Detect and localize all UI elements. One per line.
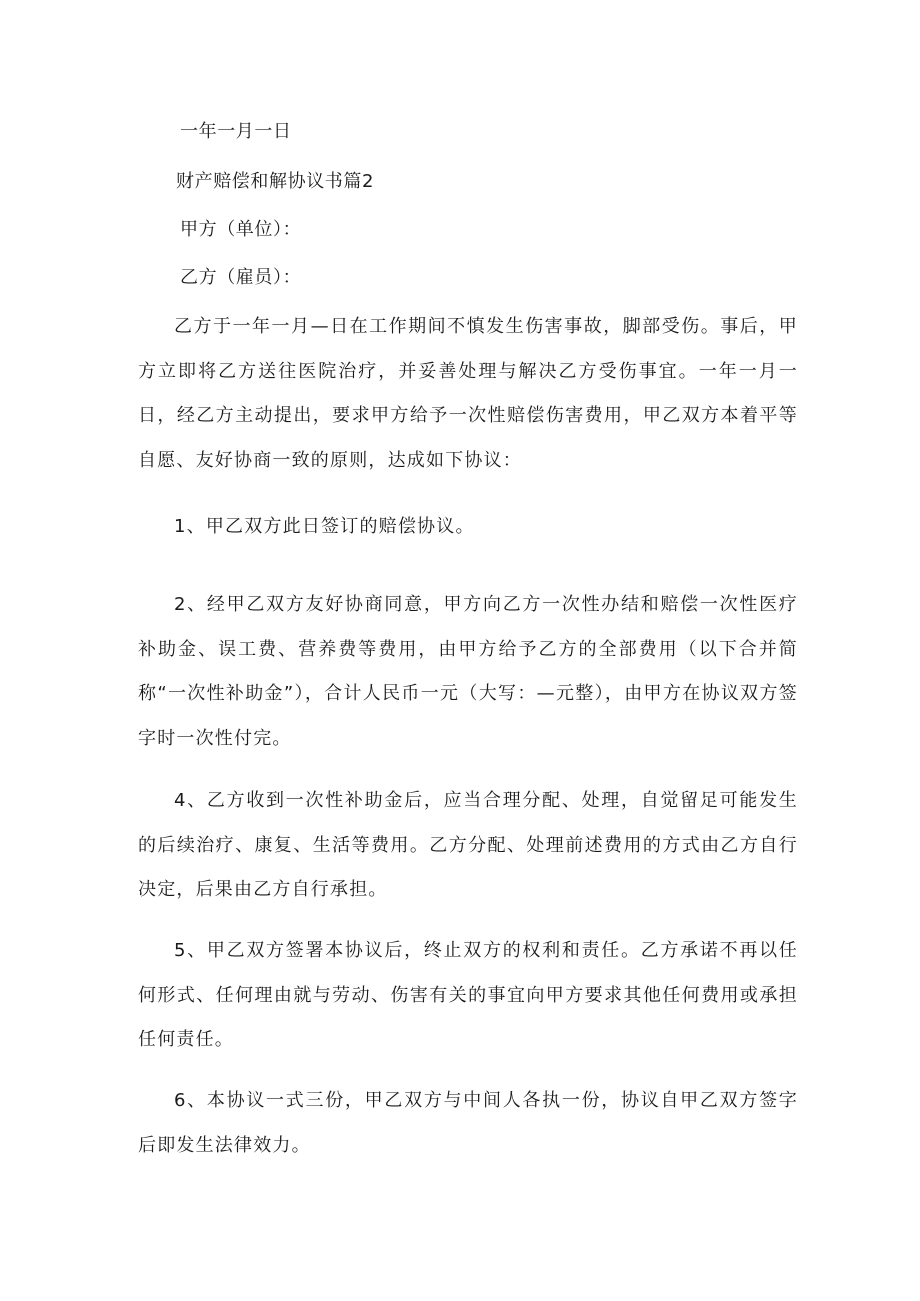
clause-1: 1、甲乙双方此日签订的赔偿协议。 (174, 516, 475, 537)
clause-4: 4、乙方收到一次性补助金后，应当合理分配、处理，自觉留足可能发生的后续治疗、康复、生活等费用。乙方分配、处理前述费用的方式由乙方自行决定，后果由乙方自行承担。 (138, 790, 798, 900)
clause-6: 6、本协议一式三份，甲乙双方与中间人各执一份，协议自甲乙双方签字后即发生法律效力。 (138, 1090, 798, 1156)
intro-paragraph: 乙方于一年一月—日在工作期间不慎发生伤害事故，脚部受伤。事后，甲方立即将乙方送往医院治疗，并妥善处理与解决乙方受伤事宜。一年一月一日，经乙方主动提出，要求甲方给予一次性赔偿伤害费用，甲乙双方本着平等自愿、友好协商一致的原则，达成如下协议： (138, 316, 798, 471)
party-b-line: 乙方（雇员）： (180, 267, 302, 288)
date-line: 一年一月一日 (180, 121, 292, 142)
document-title: 财产赔偿和解协议书篇2 (176, 171, 375, 192)
clause-2: 2、经甲乙双方友好协商同意，甲方向乙方一次性办结和赔偿一次性医疗补助金、误工费、营养费等费用，由甲方给予乙方的全部费用（以下合并简称“一次性补助金”），合计人民币一元（大写：—元整），由甲方在协议双方签字时一次性付完。 (138, 594, 798, 749)
party-a-line: 甲方（单位）： (180, 219, 302, 240)
clause-5: 5、甲乙双方签署本协议后，终止双方的权利和责任。乙方承诺不再以任何形式、任何理由就与劳动、伤害有关的事宜向甲方要求其他任何费用或承担任何责任。 (138, 940, 798, 1050)
